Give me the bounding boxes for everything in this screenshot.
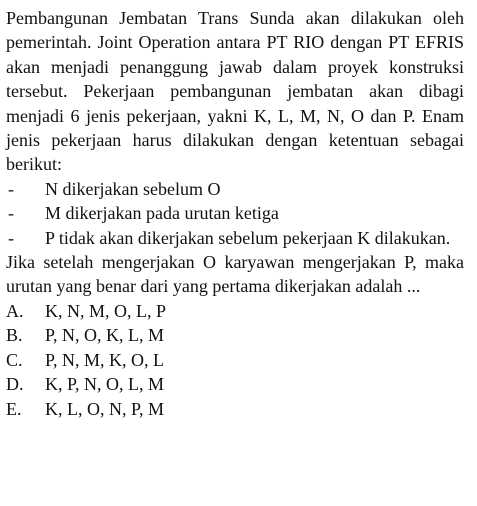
answer-option-c[interactable] [6,348,464,372]
question-intro: Pembangunan Jembatan Trans Sunda akan dilakukan oleh pemerintah. Joint Operation antara PT RIO dengan PT EFRIS akan menjadi penanggung jawab dalam proyek konstruksi tersebut. Pekerjaan pembangunan jembatan akan dibagi menjadi 6 jenis pekerjaan, yakni K, L, M, N, O dan P. Enam jenis pekerjaan harus dilakukan dengan ketentuan sebagai berikut: [6,8,464,175]
option-text: P, N, O, K, L, M [45,325,165,346]
option-letter: C. [6,349,23,370]
answer-option-b[interactable] [6,323,464,347]
condition-text: M dikerjakan pada urutan ketiga [45,203,279,224]
condition-item [6,226,464,250]
answer-option-a[interactable] [6,299,464,323]
condition-item [6,177,464,201]
answer-option-e[interactable] [6,397,464,421]
condition-bullet: - [8,178,14,199]
question-prompt: Jika setelah mengerjakan O karyawan mengerjakan P, maka urutan yang benar dari yang pertama dikerjakan adalah ... [6,252,464,297]
option-text: K, L, O, N, P, M [45,398,165,419]
condition-text: N dikerjakan sebelum O [45,178,221,199]
option-letter: A. [6,300,24,321]
option-letter: E. [6,398,22,419]
option-text: K, P, N, O, L, M [45,374,165,395]
answer-option-d[interactable] [6,372,464,396]
condition-bullet: - [8,203,14,224]
option-text: P, N, M, K, O, L [45,349,165,370]
answer-options [6,299,464,421]
condition-text: P tidak akan dikerjakan sebelum pekerjaan K dilakukan. [45,227,451,248]
option-letter: B. [6,325,23,346]
condition-bullet: - [8,227,14,248]
condition-list [6,177,464,250]
option-text: K, N, M, O, L, P [45,300,167,321]
option-letter: D. [6,374,24,395]
condition-item [6,201,464,225]
